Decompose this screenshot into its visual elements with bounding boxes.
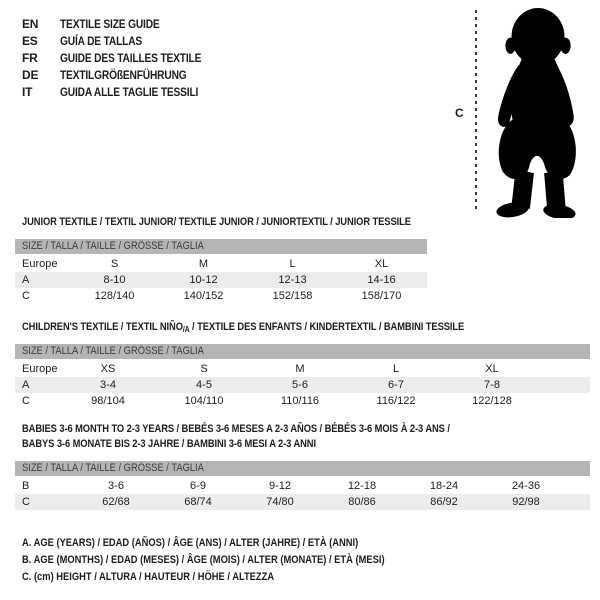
size-table-header: SIZE / TALLA / TAILLE / GRÖSSE / TAGLIA xyxy=(15,344,590,359)
size-cell: 12-13 xyxy=(278,274,307,286)
size-cell: XL xyxy=(485,363,499,375)
language-row-es xyxy=(22,32,226,49)
language-list xyxy=(22,15,226,100)
size-cell: 62/68 xyxy=(102,496,130,508)
section-title-junior: JUNIOR TEXTILE / TEXTIL JUNIOR/ TEXTILE JUNIOR / JUNIORTEXTIL / JUNIOR TESSILE xyxy=(22,216,411,228)
row-label: C xyxy=(22,290,30,302)
size-cell: M xyxy=(295,363,305,375)
table-spacer xyxy=(540,377,590,393)
size-cell: 12-18 xyxy=(347,480,377,492)
size-cell: 74/80 xyxy=(266,496,294,508)
row-label: C xyxy=(22,496,30,508)
size-cell: 8-10 xyxy=(103,274,126,286)
language-label: GUIDE DES TAILLES TEXTILE xyxy=(60,50,202,65)
size-cell: 98/104 xyxy=(91,395,125,407)
size-cell: 122/128 xyxy=(472,395,512,407)
size-table-children xyxy=(15,344,590,409)
language-code: EN xyxy=(22,16,39,31)
table-row xyxy=(15,393,590,409)
language-row-de xyxy=(22,66,226,83)
size-cell: 110/116 xyxy=(280,395,320,407)
size-cell: 14-16 xyxy=(367,274,396,286)
language-label: TEXTILE SIZE GUIDE xyxy=(60,16,160,31)
row-label: B xyxy=(22,480,30,492)
size-cell: 9-12 xyxy=(268,480,292,492)
table-spacer xyxy=(540,361,590,377)
size-cell: 104/110 xyxy=(184,395,224,407)
height-measure-label: C xyxy=(455,106,464,120)
size-table-header: SIZE / TALLA / TAILLE / GRÖSSE / TAGLIA xyxy=(15,461,590,476)
footnote-a: A. AGE (YEARS) / EDAD (AÑOS) / ÂGE (ANS) / ALTER (JAHRE) / ETÀ (ANNI) xyxy=(22,537,359,549)
baby-silhouette-icon xyxy=(486,6,588,218)
language-code: ES xyxy=(22,33,38,48)
size-cell: 128/140 xyxy=(94,290,135,302)
table-row xyxy=(15,361,590,377)
size-cell: 7-8 xyxy=(484,379,500,391)
size-cell: S xyxy=(200,363,208,375)
size-cell: XL xyxy=(374,258,389,270)
size-table-header: SIZE / TALLA / TAILLE / GRÖSSE / TAGLIA xyxy=(15,239,427,254)
size-table-babies xyxy=(15,461,590,510)
size-cell: L xyxy=(392,363,400,375)
size-cell: 3-4 xyxy=(100,379,116,391)
size-cell: 152/158 xyxy=(272,290,313,302)
row-label: C xyxy=(22,395,30,407)
size-cell: 158/170 xyxy=(361,290,402,302)
size-cell: 86/92 xyxy=(430,496,458,508)
section-title-babies: BABIES 3-6 MONTH TO 2-3 YEARS / BEBÉS 3-6 MESES A 2-3 AÑOS / BÉBÉS 3-6 MOIS À 2-3 ANS / BABYS 3-6 MONATE BIS 2-3 JAHRE / BAMBINI 3-6 MESI A 2-3 ANNI xyxy=(22,423,450,450)
table-spacer xyxy=(540,393,590,409)
table-spacer xyxy=(567,478,588,494)
size-cell: 6-9 xyxy=(190,480,206,492)
language-row-fr xyxy=(22,49,226,66)
size-cell: 4-5 xyxy=(196,379,212,391)
language-label: GUÍA DE TALLAS xyxy=(60,33,143,48)
size-cell: 5-6 xyxy=(292,379,308,391)
language-label: TEXTILGRÖßENFÜHRUNG xyxy=(60,67,187,82)
size-cell: 24-36 xyxy=(511,480,541,492)
size-cell: 3-6 xyxy=(108,480,124,492)
language-code: FR xyxy=(22,50,38,65)
footnote-b: B. AGE (MONTHS) / EDAD (MESES) / ÂGE (MOIS) / ALTER (MONATE) / ETÀ (MESI) xyxy=(22,554,385,566)
size-cell: M xyxy=(198,258,209,270)
table-row xyxy=(15,494,590,510)
section-title-children: CHILDREN'S TEXTILE / TEXTIL NIÑO/A / TEXTILE DES ENFANTS / KINDERTEXTIL / BAMBINI TESSILE xyxy=(22,321,465,334)
table-row xyxy=(15,478,590,494)
size-cell: 10-12 xyxy=(189,274,218,286)
size-cell: 68/74 xyxy=(184,496,212,508)
size-cell: 6-7 xyxy=(388,379,404,391)
size-cell: L xyxy=(289,258,296,270)
row-label: A xyxy=(22,274,30,286)
size-cell: 140/152 xyxy=(183,290,224,302)
size-table-junior xyxy=(15,239,427,304)
row-label: A xyxy=(22,379,30,391)
size-cell: 80/86 xyxy=(348,496,376,508)
footnote-legend xyxy=(22,535,449,586)
language-code: DE xyxy=(22,67,39,82)
height-measure-dotted-line xyxy=(475,10,477,211)
size-cell: 116/122 xyxy=(376,395,416,407)
table-row xyxy=(15,256,427,272)
footnote-c: C. (cm) HEIGHT / ALTURA / HAUTEUR / HÖHE / ALTEZZA xyxy=(22,571,275,583)
size-cell: XS xyxy=(100,363,116,375)
language-label: GUIDA ALLE TAGLIE TESSILI xyxy=(60,84,199,99)
row-label: Europe xyxy=(22,363,58,375)
size-cell: 18-24 xyxy=(429,480,459,492)
table-row xyxy=(15,272,427,288)
size-cell: 92/98 xyxy=(512,496,540,508)
language-row-it xyxy=(22,83,226,100)
table-row xyxy=(15,288,427,304)
language-row-en xyxy=(22,15,226,32)
table-row xyxy=(15,377,590,393)
size-cell: S xyxy=(110,258,119,270)
row-label: Europe xyxy=(22,258,58,270)
nino-a-subscript: /A xyxy=(182,325,190,334)
table-spacer xyxy=(567,494,588,510)
language-code: IT xyxy=(22,84,33,99)
